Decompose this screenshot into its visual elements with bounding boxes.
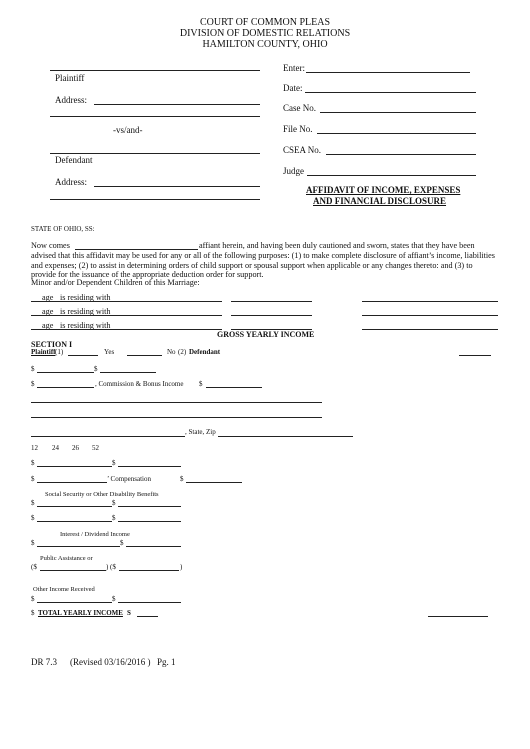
dollar-sign: $	[31, 539, 35, 547]
child-3-field[interactable]	[31, 329, 222, 330]
defendant-address-label: Address:	[55, 177, 87, 187]
section-title: SECTION I	[31, 340, 73, 349]
dollar-sign: $	[31, 459, 35, 467]
paren-dollar-open: ($	[110, 563, 116, 571]
income-field-3b[interactable]	[118, 521, 181, 522]
employer-line-1[interactable]	[31, 402, 322, 403]
court-name: COURT OF COMMON PLEAS	[199, 17, 331, 28]
form-title-line2: AND FINANCIAL DISCLOSURE	[313, 196, 447, 206]
dollar-sign: $	[31, 514, 35, 522]
commission-field-a[interactable]	[37, 387, 94, 388]
child-1-field[interactable]	[31, 301, 222, 302]
total-field-b[interactable]	[428, 616, 488, 617]
case-no-field[interactable]	[320, 112, 476, 113]
dollar-sign: $	[112, 595, 116, 603]
dollar-sign: $	[199, 380, 203, 388]
csea-no-field[interactable]	[326, 154, 476, 155]
dollar-sign: $	[94, 365, 98, 373]
other-income-field-a[interactable]	[37, 602, 112, 603]
paren-close: )	[180, 563, 183, 571]
commission-field-b[interactable]	[206, 387, 262, 388]
child-age-label: age	[42, 307, 54, 316]
judge-label: Judge	[283, 166, 304, 176]
defendant-name-field[interactable]	[50, 153, 260, 154]
income-field-2b[interactable]	[118, 466, 181, 467]
versus-label: -vs/and-	[113, 125, 143, 135]
date-field[interactable]	[305, 92, 476, 93]
affiant-name-field[interactable]	[75, 249, 198, 250]
compensation-label: ’ Compensation	[107, 475, 152, 483]
file-no-field[interactable]	[317, 133, 476, 134]
purposes-paragraph: advised that this affidavit may be used for any or all of the following purposes: (1) to make complete disclosure of affiant’s income, liabilities and expenses; (2) to assist in determining orders of child support or spousal support when applicable or any changes thereto: and (3) to provide for the issuance of the appropriate deduction order for support.	[31, 251, 495, 280]
child-residing-label: is residing with	[60, 321, 111, 330]
defendant-address-field-2[interactable]	[50, 199, 260, 200]
paren-close: )	[106, 563, 109, 571]
defendant-address-field[interactable]	[94, 186, 260, 187]
dollar-sign: $	[120, 539, 124, 547]
form-number: DR 7.3	[31, 657, 58, 667]
other-income-field-b[interactable]	[118, 602, 181, 603]
interest-field-b[interactable]	[126, 546, 181, 547]
plaintiff-name-field[interactable]	[50, 70, 260, 71]
paren-dollar-open: ($	[31, 563, 37, 571]
child-age-label: age	[42, 293, 54, 302]
dollar-sign: $	[180, 475, 184, 483]
dollar-sign: $	[112, 499, 116, 507]
plaintiff-address-field[interactable]	[94, 104, 260, 105]
social-security-field-b[interactable]	[118, 506, 181, 507]
defendant-number: (2)	[178, 348, 187, 356]
child-2-field[interactable]	[31, 315, 222, 316]
interest-dividend-label: Interest / Dividend Income	[60, 531, 130, 538]
child-1-residing-field[interactable]	[231, 301, 312, 302]
interest-field-a[interactable]	[37, 546, 120, 547]
public-assistance-field-b[interactable]	[119, 570, 179, 571]
yes-label: Yes	[104, 348, 115, 356]
child-residing-label: is residing with	[60, 307, 111, 316]
child-residing-label: is residing with	[60, 293, 111, 302]
period-52: 52	[92, 444, 99, 452]
total-yearly-income-label: TOTAL YEARLY INCOME	[38, 609, 123, 617]
period-24: 24	[52, 444, 59, 452]
dollar-sign: $	[31, 609, 35, 617]
total-suffix: S	[127, 609, 131, 617]
section-right-field[interactable]	[459, 355, 491, 356]
page-number: Pg. 1	[157, 657, 176, 667]
enter-label: Enter:	[283, 63, 305, 73]
defendant-label: Defendant	[55, 155, 93, 165]
dollar-sign: $	[112, 514, 116, 522]
social-security-label: Social Security or Other Disability Benefits	[45, 491, 159, 498]
yes-field[interactable]	[127, 355, 162, 356]
plaintiff-address-label: Address:	[55, 95, 87, 105]
child-2-residing-field[interactable]	[231, 315, 312, 316]
minor-children-label: Minor and/or Dependent Children of this Marriage:	[31, 278, 200, 287]
income-field-1b[interactable]	[100, 372, 156, 373]
child-1-extra-field[interactable]	[362, 301, 498, 302]
period-12: 12	[31, 444, 38, 452]
dollar-sign: $	[31, 365, 35, 373]
defendant-heading: Defendant	[189, 348, 221, 356]
no-label: No	[167, 348, 176, 356]
now-comes-label: Now comes	[31, 241, 70, 250]
dollar-sign: $	[31, 499, 35, 507]
affiant-text: affiant herein, and having been duly cautioned and sworn, states that they have been	[199, 241, 475, 250]
income-field-1a[interactable]	[37, 372, 94, 373]
plaintiff-label: Plaintiff	[55, 73, 85, 83]
child-3-extra-field[interactable]	[362, 329, 498, 330]
dollar-sign: $	[31, 380, 35, 388]
total-field-a[interactable]	[137, 616, 158, 617]
child-age-label: age	[42, 321, 54, 330]
revised-date: (Revised 03/16/2016 )	[70, 657, 151, 667]
plaintiff-number: (1)	[55, 348, 64, 356]
state-zip-label: , State, Zip	[185, 428, 216, 436]
state-zip-field[interactable]	[218, 436, 353, 437]
period-26: 26	[72, 444, 79, 452]
dollar-sign: $	[31, 595, 35, 603]
case-no-label: Case No.	[283, 103, 316, 113]
income-field-3a[interactable]	[37, 521, 112, 522]
file-no-label: File No.	[283, 124, 313, 134]
income-field-2a[interactable]	[37, 466, 112, 467]
employer-line-2[interactable]	[31, 417, 322, 418]
date-label: Date:	[283, 83, 303, 93]
dollar-sign: $	[31, 475, 35, 483]
public-assistance-field-a[interactable]	[40, 570, 106, 571]
form-title-line1: AFFIDAVIT OF INCOME, EXPENSES	[306, 185, 461, 195]
city-field[interactable]	[31, 436, 185, 437]
compensation-field-a[interactable]	[37, 482, 107, 483]
other-income-label: Other Income Received	[33, 586, 95, 593]
plaintiff-address-field-2[interactable]	[50, 116, 260, 117]
enter-field[interactable]	[306, 72, 470, 73]
child-2-extra-field[interactable]	[362, 315, 498, 316]
division-name: DIVISION OF DOMESTIC RELATIONS	[179, 28, 351, 39]
gross-yearly-income-title: GROSS YEARLY INCOME	[217, 330, 315, 339]
csea-no-label: CSEA No.	[283, 145, 322, 155]
public-assistance-label: Public Assistance or	[40, 555, 93, 562]
judge-field[interactable]	[307, 175, 476, 176]
plaintiff-heading: Plaintiff	[31, 348, 56, 356]
social-security-field-a[interactable]	[37, 506, 112, 507]
plaintiff-answer-field[interactable]	[68, 355, 98, 356]
county-name: HAMILTON COUNTY, OHIO	[202, 39, 328, 50]
compensation-field-b[interactable]	[186, 482, 242, 483]
state-line: STATE OF OHIO, SS:	[31, 225, 95, 233]
dollar-sign: $	[112, 459, 116, 467]
commission-label: , Commission & Bonus Income	[95, 380, 184, 388]
